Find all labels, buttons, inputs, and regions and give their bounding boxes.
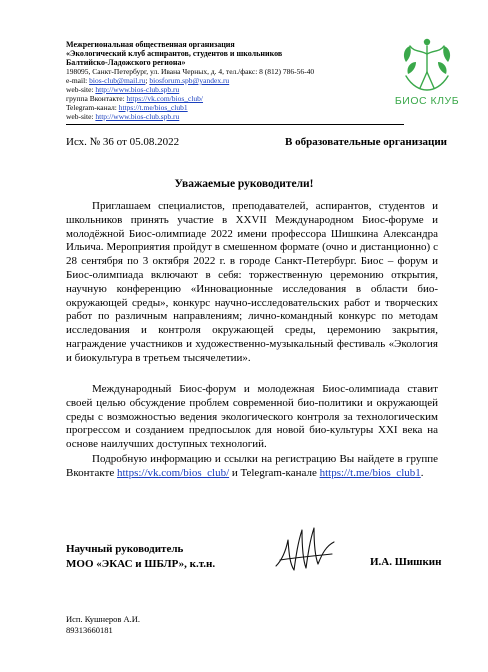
paragraph-3-end: .	[420, 466, 424, 479]
email-label: e-mail:	[66, 76, 88, 85]
logo-caption: БИОС КЛУБ	[394, 95, 460, 107]
email-link-2[interactable]: biosforum.spb@yandex.ru	[149, 76, 230, 85]
telegram-link[interactable]: https://t.me/bios_club1	[118, 103, 188, 112]
signatory-name: И.А. Шишкин	[370, 556, 442, 568]
letterhead	[66, 40, 396, 121]
org-address: 198095, Санкт-Петербург, ул. Ивана Черных, д. 4, тел./факс: 8 (812) 786-56-40	[66, 67, 315, 76]
vk-label: группа Вконтакте:	[66, 94, 125, 103]
executor-name: Исп. Кушнеров А.И.	[66, 614, 141, 624]
outgoing-reference-number: Исх. № 36 от 05.08.2022	[66, 136, 180, 148]
letterhead-divider	[66, 124, 404, 125]
body-paragraph-1: Приглашаем специалистов, преподавателей, аспирантов, студентов и школьников принять участие в XXVII Международном Биос-форуме и молодёжной Биос-олимпиаде 2022 имени профессора Шишкина Александра Ильича. Мероприятия пройдут в смешенном формате (очно и дистанционно) с 28 сентября по 3 октября 2022 г. в городе Санкт-Петербург. Биос – форум и Биос-олимпиада включают в себя: торжественную церемонию открытия, научную конференцию «Инновационные исследования в области био-окружающей среды», конкурс научно-исследовательских работ и творческих работ по различным направлениям; лично-командный конкурс по методам исследования и контроля окружающей среды, церемонию закрытия, награждение участников и художественно-музыкальный фестиваль «Экология и биокультура в третьем тысячелетии».	[66, 200, 438, 364]
org-title-line-1: Межрегиональная общественная организация	[66, 40, 235, 49]
website-label: web-site:	[66, 85, 94, 94]
org-website-line-2	[66, 112, 396, 121]
handwritten-signature-icon	[272, 520, 338, 576]
website-label-2: web-site:	[66, 112, 94, 121]
website-link-2[interactable]: http://www.bios-club.spb.ru	[95, 112, 180, 121]
org-title-line-3: Балтийско-Ладожского региона»	[66, 58, 186, 67]
paragraph-3-start: Подробную информацию и ссылки на регистрацию Вы найдете в группе Вконтакте	[66, 453, 438, 479]
telegram-label: Telegram-канал:	[66, 103, 117, 112]
email-link-1[interactable]: bios-club@mail.ru	[89, 76, 146, 85]
org-email-line	[66, 76, 396, 85]
signatory-title-line-1: Научный руководитель	[66, 543, 184, 555]
org-website-line	[66, 85, 396, 94]
body-paragraph-3	[66, 453, 438, 481]
website-link[interactable]: http://www.bios-club.spb.ru	[95, 85, 180, 94]
email-separator: ;	[145, 76, 148, 85]
executor-phone: 89313660181	[66, 625, 113, 635]
vk-link[interactable]: https://vk.com/bios_club/	[126, 94, 204, 103]
org-telegram-line	[66, 103, 396, 112]
paragraph-3-mid: и Telegram-канале	[229, 466, 320, 479]
executor-block	[66, 614, 140, 636]
paragraph-vk-link[interactable]: https://vk.com/bios_club/	[116, 466, 230, 479]
org-title-line-2: «Экологический клуб аспирантов, студентов и школьников	[66, 49, 283, 58]
paragraph-telegram-link[interactable]: https://t.me/bios_club1	[319, 466, 421, 479]
signatory-title-line-2: МОО «ЭКАС и ШБЛР», к.т.н.	[66, 558, 216, 570]
signatory-title	[66, 542, 215, 572]
recipient-line: В образовательные организации	[285, 136, 447, 148]
org-vk-line	[66, 94, 396, 103]
salutation: Уважаемые руководители!	[174, 178, 314, 190]
body-paragraph-2: Международный Биос-форум и молодежная Биос-олимпиада ставит своей целью обсуждение проблем современной био-политики и окружающей среды с возможностью ведения экологического контроля за технологическим прогрессом и созданием предпосылок для новой био-культуры XXI века на основе наилучших доступных технологий.	[66, 383, 438, 451]
